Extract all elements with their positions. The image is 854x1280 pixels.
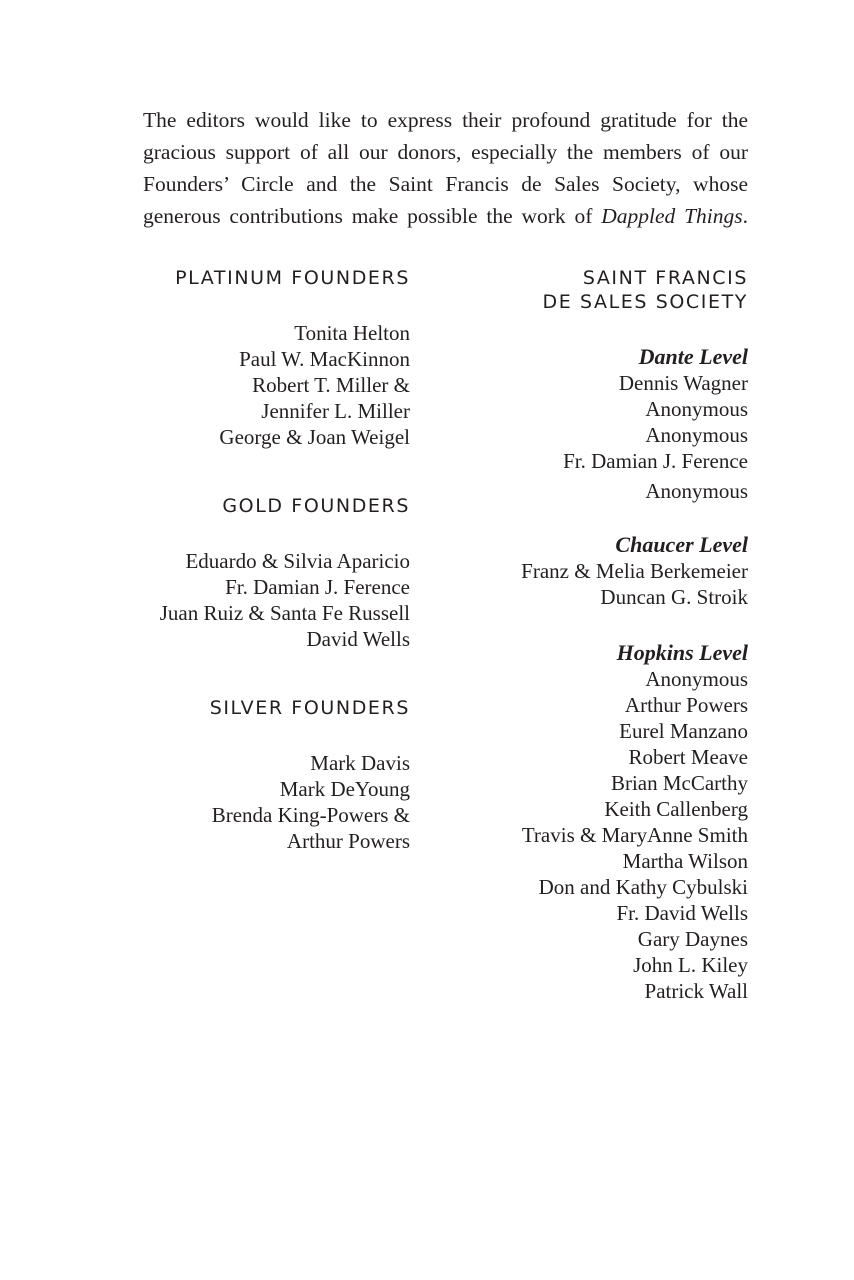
donor-name: Eduardo & Silvia Aparicio bbox=[185, 549, 410, 573]
donor-name: Eurel Manzano bbox=[619, 719, 748, 743]
donor-name: Keith Callenberg bbox=[604, 797, 748, 821]
magazine-title: Dappled Things bbox=[601, 204, 743, 228]
donor-name: Juan Ruiz & Santa Fe Russell bbox=[159, 601, 410, 625]
donor-name: Duncan G. Stroik bbox=[600, 585, 748, 609]
donor-name: Anonymous bbox=[645, 397, 748, 421]
donor-name: Fr. Damian J. Ference bbox=[225, 575, 410, 599]
dante-level-label: Dante Level bbox=[638, 344, 748, 369]
silver-founders-list bbox=[100, 750, 410, 854]
silver-founders-section bbox=[100, 696, 410, 854]
donor-name: Brian McCarthy bbox=[610, 771, 748, 795]
donor-name: Brenda King-Powers & bbox=[211, 803, 410, 827]
donor-name: Don and Kathy Cybulski bbox=[538, 875, 748, 899]
donor-name: Franz & Melia Berkemeier bbox=[521, 559, 748, 583]
platinum-founders-section bbox=[100, 266, 410, 450]
donor-name: George & Joan Weigel bbox=[219, 425, 410, 449]
society-heading-line2: DE SALES SOCIETY bbox=[542, 291, 748, 313]
hopkins-level-label: Hopkins Level bbox=[616, 640, 748, 665]
intro-paragraph bbox=[143, 104, 748, 232]
society-heading-line1: SAINT FRANCIS bbox=[582, 267, 748, 289]
donor-name: Mark DeYoung bbox=[279, 777, 410, 801]
chaucer-level-section bbox=[430, 532, 748, 610]
donor-name: Anonymous bbox=[645, 423, 748, 447]
dante-level-list bbox=[430, 370, 748, 504]
society-column bbox=[430, 266, 748, 1004]
donor-name: Jennifer L. Miller bbox=[261, 399, 410, 423]
chaucer-level-label: Chaucer Level bbox=[615, 532, 748, 557]
donor-name: Arthur Powers bbox=[286, 829, 410, 853]
donor-name: Anonymous bbox=[645, 667, 748, 691]
hopkins-level-section bbox=[430, 640, 748, 1004]
hopkins-level-list bbox=[430, 666, 748, 1004]
platinum-founders-list bbox=[100, 320, 410, 450]
donor-name: Fr. David Wells bbox=[616, 901, 748, 925]
donor-name: Dennis Wagner bbox=[618, 371, 748, 395]
intro-text: The editors would like to express their profound gratitude for the gracious support of all our donors, especially the members of our Founders’ Circle and the Saint Francis de Sales Society, whose generous contributions make possible the work of bbox=[143, 108, 748, 228]
donor-name: David Wells bbox=[306, 627, 410, 651]
donor-name: Martha Wilson bbox=[622, 849, 748, 873]
donor-name: Arthur Powers bbox=[624, 693, 748, 717]
founders-column bbox=[100, 266, 410, 854]
gold-founders-heading: GOLD FOUNDERS bbox=[222, 495, 410, 517]
donor-name: Fr. Damian J. Ference bbox=[563, 449, 748, 473]
donor-name: Robert T. Miller & bbox=[252, 373, 410, 397]
donor-name: Mark Davis bbox=[310, 751, 410, 775]
silver-founders-heading: SILVER FOUNDERS bbox=[209, 697, 410, 719]
gold-founders-section bbox=[100, 494, 410, 652]
donor-name: Anonymous bbox=[645, 479, 748, 503]
platinum-founders-heading: PLATINUM FOUNDERS bbox=[175, 267, 410, 289]
gold-founders-list bbox=[100, 548, 410, 652]
chaucer-level-list bbox=[430, 558, 748, 610]
donor-name: Tonita Helton bbox=[294, 321, 410, 345]
donor-name: Paul W. MacKinnon bbox=[239, 347, 410, 371]
donor-name: Patrick Wall bbox=[644, 979, 748, 1003]
donor-name: John L. Kiley bbox=[633, 953, 748, 977]
dante-level-section bbox=[430, 344, 748, 504]
society-heading bbox=[430, 266, 748, 314]
donor-name: Gary Daynes bbox=[637, 927, 748, 951]
donor-name: Robert Meave bbox=[628, 745, 748, 769]
intro-end: . bbox=[742, 204, 748, 228]
donor-name: Travis & MaryAnne Smith bbox=[521, 823, 748, 847]
